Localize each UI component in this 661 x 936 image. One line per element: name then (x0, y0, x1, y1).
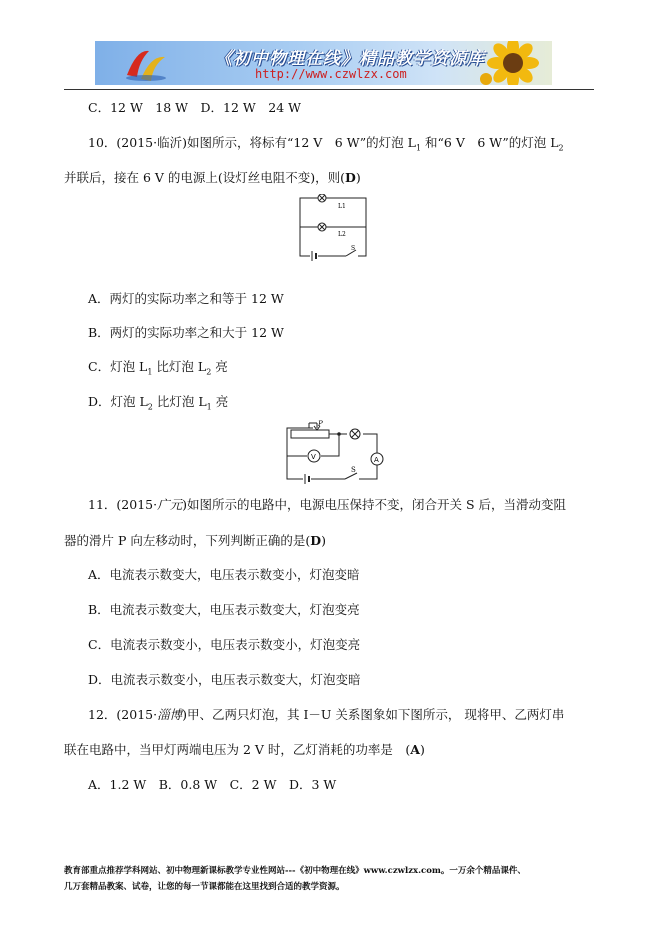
voltmeter-icon (308, 450, 320, 462)
q10-option-b: B．两灯的实际功率之和大于 12 W (88, 325, 284, 340)
rheostat-icon (291, 423, 329, 438)
q12-options: A．1.2 W B．0.8 W C．2 W D．3 W (88, 777, 337, 792)
q11-option-d: D．电流表示数变小，电压表示数变大，灯泡变暗 (88, 672, 361, 687)
q10-answer: D (345, 170, 356, 185)
label-s: S (351, 466, 356, 474)
q11-option-c: C．电流表示数变小，电压表示数变小，灯泡变亮 (88, 637, 361, 652)
q11-source-city: 广元 (157, 497, 183, 512)
label-p: P (318, 420, 323, 428)
site-logo-icon (123, 45, 169, 83)
page-footer (64, 863, 604, 895)
footer-line1: 教育部重点推荐学科网站、初中物理新课标教学专业性网站---《初中物理在线》www.czwlzx.com。一万余个精品课件、 (64, 866, 526, 876)
ammeter-icon (371, 453, 383, 465)
sunflower-icon (478, 41, 548, 85)
q10-sub2: 2 (558, 143, 564, 153)
q11-line1: 11．(2015·广元)如图所示的电路中，电源电压保持不变，闭合开关 S 后，当滑动变阻 (88, 497, 566, 512)
q10-option-c: C．灯泡 $L_1$ 比灯泡 $L_2$ 亮 (88, 359, 228, 377)
q10-line2 (64, 168, 361, 186)
q11-option-a: A．电流表示数变大，电压表示数变小，灯泡变暗 (88, 567, 360, 582)
q10-option-a: A．两灯的实际功率之和等于 12 W (88, 291, 284, 306)
q10-stem-close: ) (355, 170, 361, 185)
q10-circuit-diagram (298, 194, 370, 262)
q10-stem-a: )如图所示，将标有“12 V 6 W”的灯泡 L (182, 135, 416, 150)
label-l2: L2 (338, 231, 346, 238)
lamp-icon (350, 429, 360, 439)
label-s: S (351, 245, 356, 252)
q10-sub1: 1 (415, 143, 422, 153)
header-banner (95, 41, 552, 85)
battery-icon (303, 474, 311, 484)
junction-dot (337, 432, 341, 436)
q11-option-b: B．电流表示数变大，电压表示数变大，灯泡变亮 (88, 602, 360, 617)
q9-options-tail: C．12 W 18 W D．12 W 24 W (88, 100, 301, 115)
q10-option-d: D．灯泡 $L_2$ 比灯泡 $L_1$ 亮 (88, 394, 229, 412)
q12-answer: A (410, 742, 420, 757)
lamp-l1-icon (318, 194, 326, 202)
q10-stem-c: 并联后，接在 6 V 的电源上(设灯丝电阻不变)，则( (64, 170, 346, 185)
header-title: 《初中物理在线》精品教学资源库 (215, 49, 485, 69)
switch-icon (345, 473, 359, 483)
q11-circuit-diagram (277, 418, 389, 484)
label-a: A (374, 456, 379, 464)
q12-line2: 联在电路中，当甲灯两端电压为 2 V 时，乙灯消耗的功率是 (A) (64, 742, 425, 757)
q10-source-prefix: 10．(2015· (88, 135, 158, 150)
q11-answer: D (310, 533, 322, 548)
q10-source-city: 临沂 (157, 135, 183, 150)
label-v: V (311, 453, 316, 461)
lamp-l2-icon (318, 223, 326, 231)
q11-line2: 器的滑片 P 向左移动时，下列判断正确的是(D) (64, 533, 326, 548)
header-rule (64, 89, 594, 90)
battery-icon (310, 251, 318, 261)
header-url[interactable]: http://www.czwlzx.com (255, 67, 407, 81)
q12-source-city: 淄博 (157, 707, 183, 722)
q12-line1: 12．(2015·淄博)甲、乙两只灯泡，其 I－U 关系图象如下图所示， 现将甲、乙两灯串 (88, 707, 565, 722)
q10-line1 (88, 133, 564, 153)
footer-line2: 几万套精品教案、试卷，让您的每一节课都能在这里找到合适的教学资源。 (64, 882, 345, 892)
label-l1: L1 (338, 203, 346, 210)
q10-stem-b: 和“6 V 6 W”的灯泡 L (421, 135, 559, 150)
